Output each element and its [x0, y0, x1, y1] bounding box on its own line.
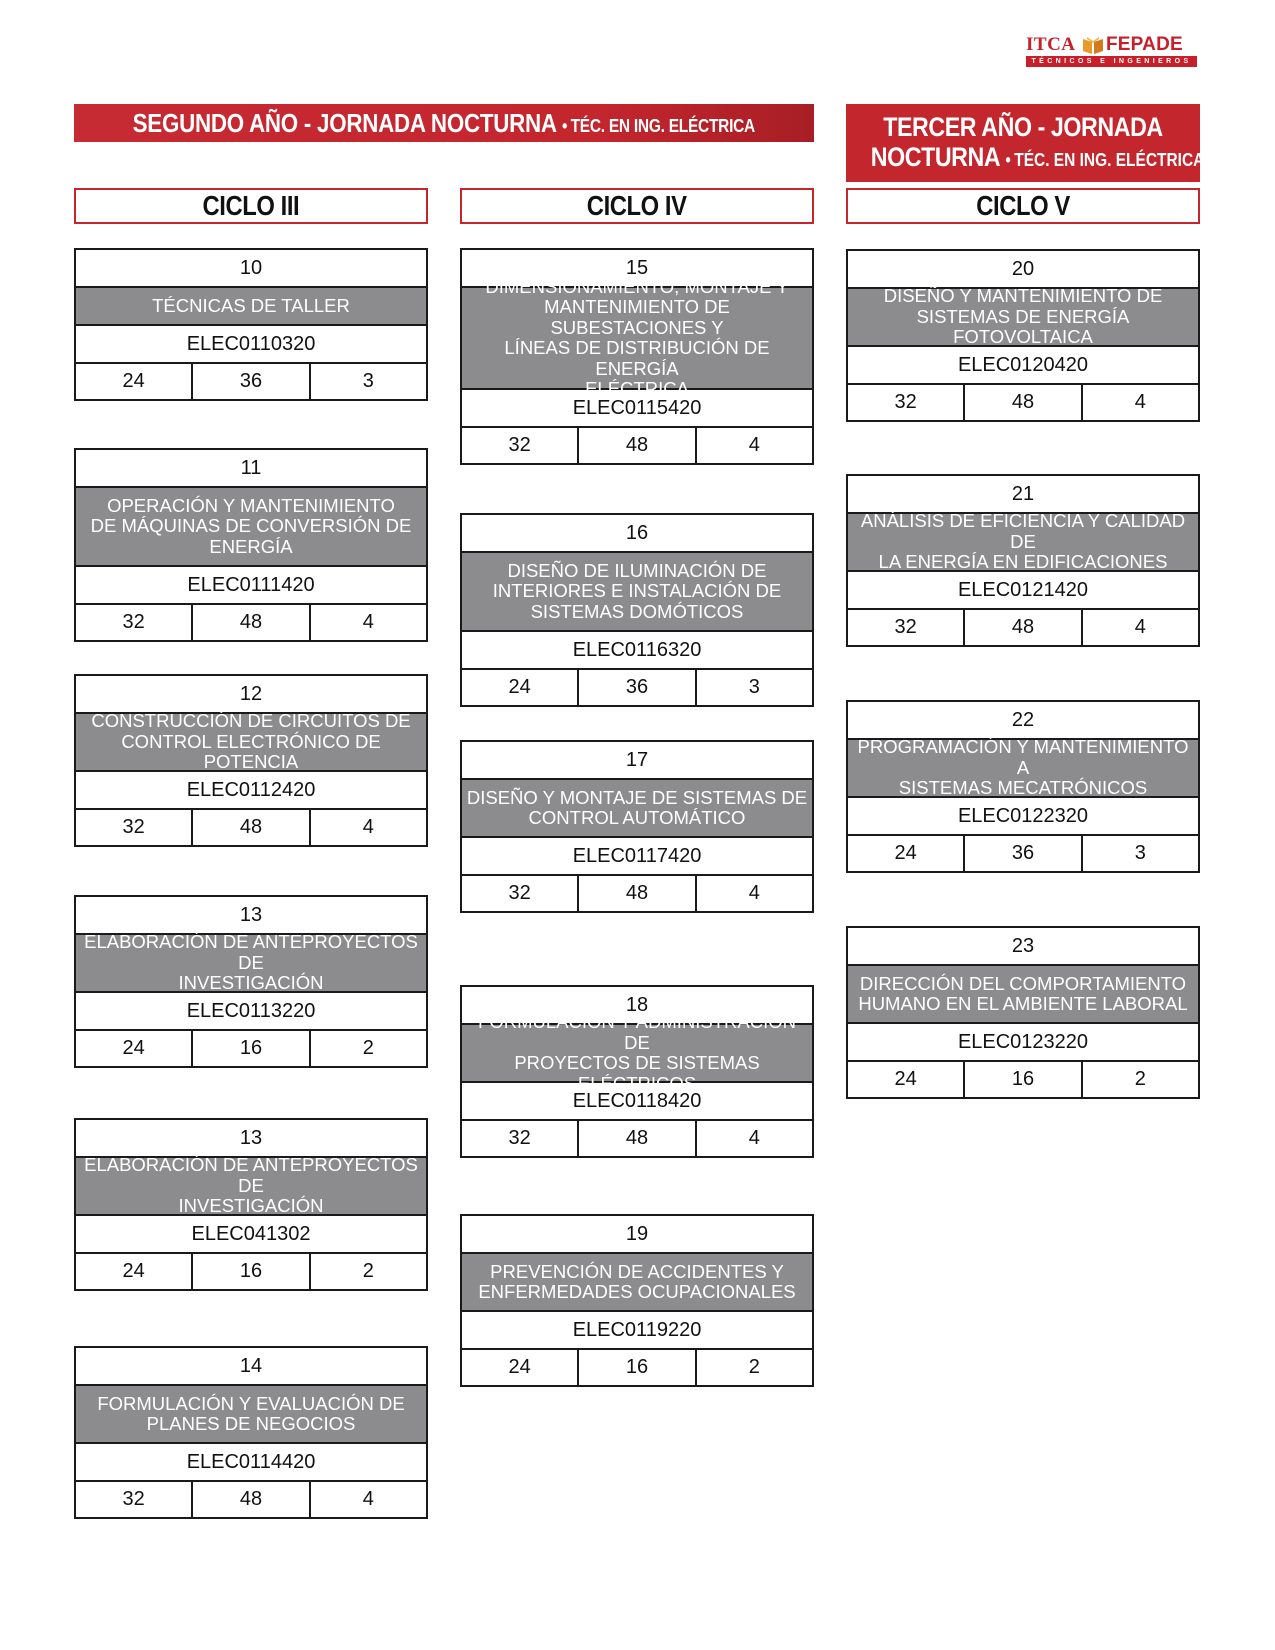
course-number: 12 — [76, 676, 426, 714]
course-card — [460, 248, 814, 465]
course-number: 20 — [848, 251, 1198, 289]
course-name-line: DIRECCIÓN DEL COMPORTAMIENTO — [859, 972, 1187, 994]
course-name — [76, 710, 426, 773]
course-stat-third: 2 — [309, 1031, 426, 1066]
course-stat-third: 4 — [1081, 385, 1198, 420]
course-stat-first: 24 — [122, 370, 145, 392]
course-card — [74, 248, 428, 401]
course-name-line: CONTROL ELECTRÓNICO DE POTENCIA — [121, 730, 381, 773]
course-stat-third: 3 — [1081, 836, 1198, 871]
course-stats — [76, 364, 426, 399]
banner-third-line2 — [870, 142, 1205, 177]
logo-tagline: TÉCNICOS E INGENIEROS — [1026, 56, 1197, 67]
course-name-line: ELÉCTRICA — [585, 378, 689, 399]
course-name — [76, 288, 426, 326]
course-number: 22 — [848, 702, 1198, 740]
course-stats — [848, 610, 1198, 645]
course-name-line: FORMULACIÓN Y EVALUACIÓN DE — [97, 1392, 405, 1414]
course-stat-second: 48 — [577, 1121, 694, 1156]
course-name — [848, 510, 1198, 573]
course-name-line: PLANES DE NEGOCIOS — [146, 1413, 356, 1434]
course-number: 23 — [848, 928, 1198, 966]
course-stat-first: 24 — [508, 676, 531, 698]
course-stat-second: 48 — [963, 610, 1080, 645]
book-icon — [1082, 35, 1104, 55]
course-number: 14 — [76, 1348, 426, 1386]
course-number: 10 — [76, 250, 426, 288]
course-card — [846, 249, 1200, 422]
course-name-line: PROYECTOS DE SISTEMAS ELÉCTRICOS — [514, 1052, 760, 1094]
course-stat-second: 36 — [191, 364, 308, 399]
course-stat-second: 48 — [191, 1482, 308, 1517]
course-stat-first: 32 — [508, 434, 531, 456]
course-number: 13 — [76, 1120, 426, 1158]
course-card — [460, 740, 814, 913]
course-stat-second: 16 — [577, 1350, 694, 1385]
course-card — [460, 1214, 814, 1387]
course-name — [462, 1254, 812, 1312]
course-stats — [848, 836, 1198, 871]
course-stat-first: 32 — [122, 611, 145, 633]
cycle-v-label: CICLO V — [976, 190, 1070, 221]
course-code: ELEC0110320 — [76, 326, 426, 364]
course-number: 15 — [462, 250, 812, 288]
banner-second-title-group — [133, 108, 755, 139]
banner-third-title-line1: TERCER AÑO - JORNADA — [883, 112, 1163, 142]
course-stats — [462, 1350, 812, 1385]
course-card — [846, 926, 1200, 1099]
course-name — [848, 736, 1198, 799]
course-number: 16 — [462, 515, 812, 553]
course-stats — [76, 810, 426, 845]
course-name-line: DE MÁQUINAS DE CONVERSIÓN DE — [90, 515, 412, 537]
banner-second-year — [74, 104, 814, 142]
course-stat-third: 4 — [309, 605, 426, 640]
course-stat-first: 24 — [122, 1260, 145, 1282]
course-stat-third: 2 — [695, 1350, 812, 1385]
course-name-line: HUMANO EN EL AMBIENTE LABORAL — [858, 993, 1188, 1014]
course-stat-first: 32 — [894, 616, 917, 638]
course-stat-third: 4 — [309, 810, 426, 845]
course-stat-second: 36 — [963, 836, 1080, 871]
course-name-line: CONSTRUCCIÓN DE CIRCUITOS DE — [91, 710, 411, 732]
course-stat-third: 3 — [309, 364, 426, 399]
cycle-iii-header — [74, 188, 428, 224]
course-stat-first: 32 — [508, 1127, 531, 1149]
banner-second-dot: • — [562, 115, 568, 136]
cycle-iii-label: CICLO III — [202, 190, 300, 221]
course-name-line: ELABORACIÓN DE ANTEPROYECTOS DE — [84, 1154, 418, 1196]
course-stat-second: 16 — [963, 1062, 1080, 1097]
course-name-line: MANTENIMIENTO DE SUBESTACIONES Y — [544, 296, 730, 338]
course-stat-first: 24 — [894, 842, 917, 864]
course-stat-second: 48 — [963, 385, 1080, 420]
course-code: ELEC0119220 — [462, 1312, 812, 1350]
course-code: ELEC0115420 — [462, 390, 812, 428]
course-stat-first: 24 — [894, 1068, 917, 1090]
course-card — [460, 513, 814, 707]
cycle-v-header — [846, 188, 1200, 224]
course-stat-second: 48 — [191, 810, 308, 845]
course-number: 19 — [462, 1216, 812, 1254]
course-name — [462, 553, 812, 632]
course-stat-first: 32 — [122, 1488, 145, 1510]
course-card — [846, 474, 1200, 647]
course-stat-first: 32 — [894, 391, 917, 413]
course-stat-second: 48 — [577, 876, 694, 911]
course-code: ELEC0120420 — [848, 347, 1198, 385]
course-code: ELEC0113220 — [76, 993, 426, 1031]
course-name-line: ENERGÍA — [209, 535, 293, 557]
course-stat-third: 4 — [695, 876, 812, 911]
course-stat-third: 4 — [695, 428, 812, 463]
course-code: ELEC0117420 — [462, 838, 812, 876]
course-name-line: SISTEMAS DOMÓTICOS — [530, 600, 744, 622]
banner-third-subtitle: TÉC. EN ING. ELÉCTRICA — [1014, 150, 1205, 170]
course-stat-second: 16 — [191, 1031, 308, 1066]
course-stat-third: 3 — [695, 670, 812, 705]
course-stat-third: 4 — [1081, 610, 1198, 645]
course-name-line: LÍNEAS DE DISTRIBUCIÓN DE ENERGÍA — [504, 337, 770, 379]
course-card — [74, 1346, 428, 1519]
course-name — [462, 1011, 812, 1094]
course-stat-second: 36 — [577, 670, 694, 705]
course-code: ELEC041302 — [76, 1216, 426, 1254]
course-number: 13 — [76, 897, 426, 935]
banner-second-subtitle: TÉC. EN ING. ELÉCTRICA — [570, 115, 756, 136]
course-stat-first: 24 — [122, 1037, 145, 1059]
itca-fepade-logo — [1026, 34, 1198, 70]
course-name-line: SISTEMAS MECATRÓNICOS — [898, 777, 1148, 799]
course-stats — [462, 1121, 812, 1156]
course-number: 18 — [462, 987, 812, 1025]
course-stats — [462, 670, 812, 705]
course-name — [462, 275, 812, 399]
course-code: ELEC0118420 — [462, 1083, 812, 1121]
course-name — [462, 780, 812, 838]
course-code: ELEC0111420 — [76, 567, 426, 605]
course-card — [460, 985, 814, 1158]
course-stat-third: 4 — [309, 1482, 426, 1517]
course-card — [74, 1118, 428, 1291]
course-stats — [462, 428, 812, 463]
cycle-iv-header — [460, 188, 814, 224]
course-name — [848, 285, 1198, 348]
course-stats — [76, 1254, 426, 1289]
course-number: 11 — [76, 450, 426, 488]
course-stats — [848, 1062, 1198, 1097]
course-code: ELEC0122320 — [848, 798, 1198, 836]
course-stats — [76, 1031, 426, 1066]
course-code: ELEC0112420 — [76, 772, 426, 810]
course-code: ELEC0116320 — [462, 632, 812, 670]
course-name-line: LA ENERGÍA EN EDIFICACIONES — [878, 551, 1168, 573]
course-card — [74, 895, 428, 1068]
course-stat-third: 2 — [1081, 1062, 1198, 1097]
course-name-line: ELABORACIÓN DE ANTEPROYECTOS DE — [84, 931, 418, 973]
course-name-line: TÉCNICAS DE TALLER — [152, 294, 350, 316]
course-stat-third: 4 — [695, 1121, 812, 1156]
course-name-line: OPERACIÓN Y MANTENIMIENTO — [107, 494, 395, 516]
course-stats — [462, 876, 812, 911]
course-stats — [76, 1482, 426, 1517]
course-stat-second: 48 — [191, 605, 308, 640]
course-name — [848, 966, 1198, 1024]
course-name — [76, 1154, 426, 1217]
course-name-line: PROGRAMACIÓN Y MANTENIMIENTO A — [857, 736, 1189, 778]
course-name-line: ENFERMEDADES OCUPACIONALES — [478, 1281, 796, 1302]
course-name-line: SISTEMAS DE ENERGÍA FOTOVOLTAICA — [916, 305, 1130, 348]
course-name-line: INVESTIGACIÓN — [178, 972, 324, 994]
course-name-line: INVESTIGACIÓN — [178, 1195, 324, 1217]
course-stat-second: 16 — [191, 1254, 308, 1289]
course-stats — [76, 605, 426, 640]
course-name-line: FORMULACIÓN Y ADMINISTRACIÓN DE — [478, 1011, 796, 1053]
course-stat-second: 48 — [577, 428, 694, 463]
course-code: ELEC0123220 — [848, 1024, 1198, 1062]
course-card — [74, 448, 428, 642]
course-code: ELEC0114420 — [76, 1444, 426, 1482]
logo-fepade-text: FEPADE — [1106, 34, 1183, 55]
course-card — [74, 674, 428, 847]
course-number: 17 — [462, 742, 812, 780]
logo-itca-text: ITCA — [1026, 34, 1076, 55]
course-name-line: DISEÑO Y MONTAJE DE SISTEMAS DE — [466, 786, 808, 808]
course-name-line: PREVENCIÓN DE ACCIDENTES Y — [490, 1260, 784, 1282]
course-name-line: DISEÑO Y MANTENIMIENTO DE — [883, 285, 1163, 307]
course-stat-first: 24 — [508, 1356, 531, 1378]
course-stat-third: 2 — [309, 1254, 426, 1289]
banner-third-year — [846, 104, 1205, 182]
banner-third-title-line2: NOCTURNA — [870, 142, 1001, 172]
course-name-line: DIMENSIONAMIENTO, MONTAJE Y — [485, 275, 789, 297]
course-name — [76, 931, 426, 994]
banner-second-title: SEGUNDO AÑO - JORNADA NOCTURNA — [132, 107, 557, 138]
banner-third-dot: • — [1005, 150, 1011, 170]
course-code: ELEC0121420 — [848, 572, 1198, 610]
cycle-iv-label: CICLO IV — [587, 190, 687, 221]
course-name-line: INTERIORES E INSTALACIÓN DE — [492, 580, 782, 602]
course-stats — [848, 385, 1198, 420]
course-name-line: ANÁLISIS DE EFICIENCIA Y CALIDAD DE — [860, 510, 1186, 552]
course-name — [76, 1386, 426, 1444]
course-number: 21 — [848, 476, 1198, 514]
course-name-line: CONTROL AUTOMÁTICO — [528, 807, 746, 828]
course-card — [846, 700, 1200, 873]
course-name — [76, 488, 426, 567]
course-name-line: DISEÑO DE ILUMINACIÓN DE — [507, 559, 767, 581]
course-stat-first: 32 — [508, 882, 531, 904]
course-stat-first: 32 — [122, 816, 145, 838]
